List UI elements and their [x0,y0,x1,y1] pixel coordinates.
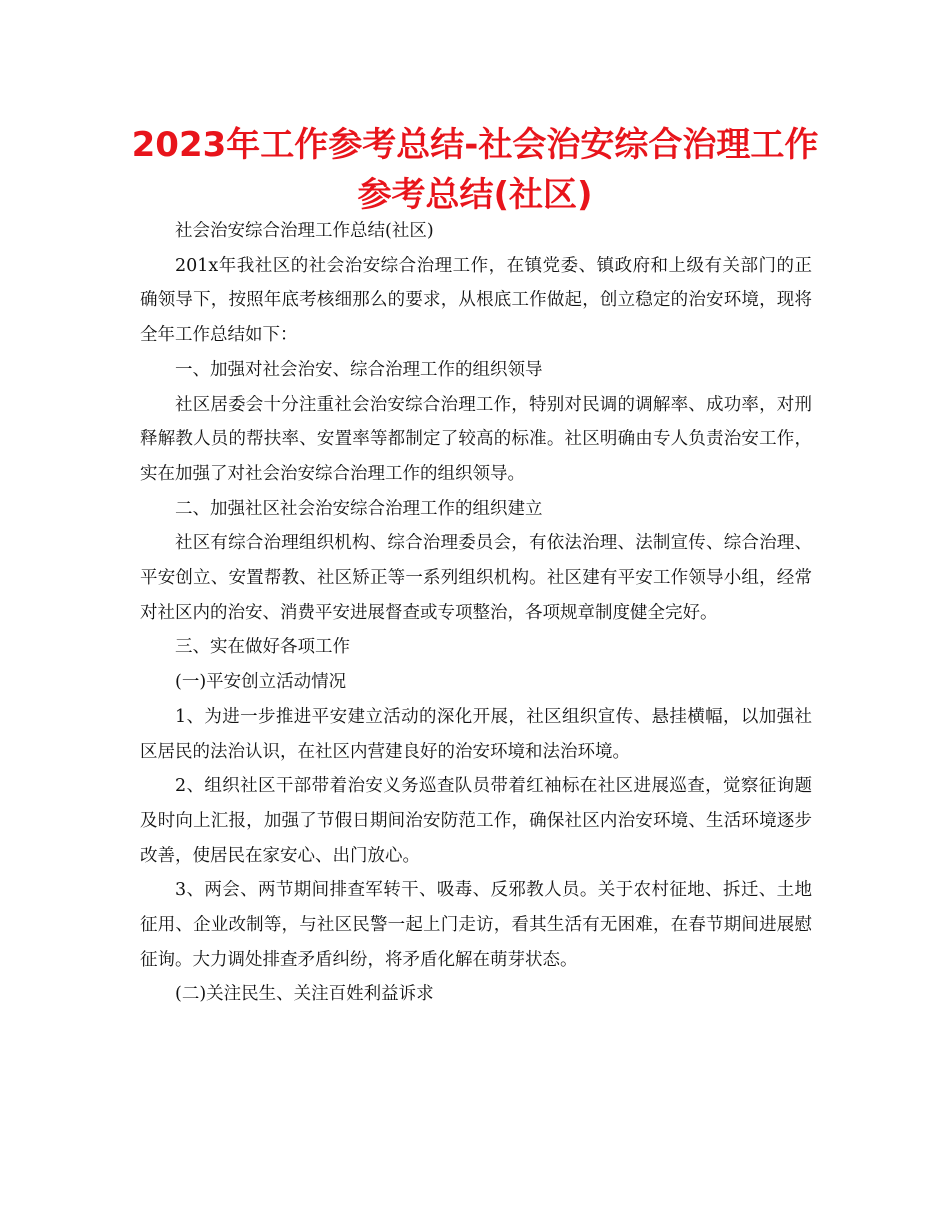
subsection-heading-1: (一)平安创立活动情况 [175,672,347,693]
subsection-heading-2: (二)关注民生、关注百姓利益诉求 [175,984,434,1005]
paragraph-section-2: 社区有综合治理组织机构、综合治理委员会，有依法治理、法制宣传、综合治理、平安创立、安置帮教、社区矫正等一系列组织机构。社区建有平安工作领导小组，经常对社区内的治安、消费平安进展督查或专项整治，各项规章制度健全完好。 [140,533,812,623]
list-item-2: 2、组织社区干部带着治安义务巡查队员带着红袖标在社区进展巡查，觉察征询题及时向上汇报，加强了节假日期间治安防范工作，确保社区内治安环境、生活环境逐步改善，使居民在家安心、出门放心。 [140,776,812,866]
section-heading-3: 三、实在做好各项工作 [175,637,350,658]
list-item-3: 3、两会、两节期间排查军转干、吸毒、反邪教人员。关于农村征地、拆迁、土地征用、企业改制等，与社区民警一起上门走访，看其生活有无困难，在春节期间进展慰征询。大力调处排查矛盾纠纷，将矛盾化解在萌芽状态。 [140,880,812,970]
document-title: 2023年工作参考总结-社会治安综合治理工作参考总结(社区) [131,125,819,215]
paragraph-intro: 201x年我社区的社会治安综合治理工作，在镇党委、镇政府和上级有关部门的正确领导下，按照年底考核细那么的要求，从根底工作做起，创立稳定的治安环境，现将全年工作总结如下： [140,255,812,346]
section-heading-1: 一、加强对社会治安、综合治理工作的组织领导 [175,359,543,380]
paragraph-section-1: 社区居委会十分注重社会治安综合治理工作，特别对民调的调解率、成功率，对刑释解教人员的帮扶率、安置率等都制定了较高的标准。社区明确由专人负责治安工作，实在加强了对社会治安综合治理工作的组织领导。 [140,394,812,484]
section-heading-2: 二、加强社区社会治安综合治理工作的组织建立 [175,498,543,519]
document-body [140,214,812,1012]
list-item-1: 1、为进一步推进平安建立活动的深化开展，社区组织宣传、悬挂横幅，以加强社区居民的法治认识，在社区内营建良好的治安环境和法治环境。 [140,706,812,762]
paragraph-subtitle: 社会治安综合治理工作总结(社区) [175,221,434,241]
